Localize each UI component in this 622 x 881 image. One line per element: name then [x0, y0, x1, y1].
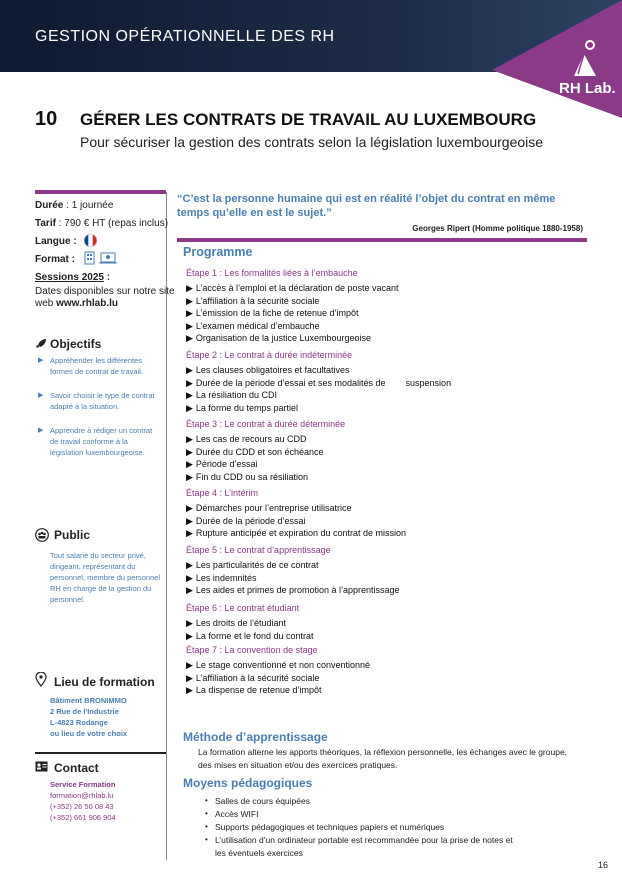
bullet-arrow-icon: ▶: [186, 618, 193, 628]
methode-text: La formation alterne les apports théoriques, la réflexion personnelle, les échanges avec le groupe, des mises en situation et/ou des exercices pratiques.: [198, 747, 568, 770]
bullet-arrow-icon: ▶: [186, 585, 193, 595]
programme-item-text: La forme et le fond du contrat: [195, 630, 314, 641]
bullet-arrow-icon: ▶: [186, 390, 193, 400]
bullet-dot-icon: •: [205, 822, 208, 831]
info-sessions-label: Sessions 2025 :: [35, 272, 111, 283]
programme-item-text: Durée de la période d’essai et ses modalités de suspension: [195, 377, 452, 388]
programme-item: [186, 283, 399, 294]
programme-item-text: Rupture anticipée et expiration du contrat de mission: [195, 528, 407, 538]
programme-item: [186, 333, 371, 344]
lieu-title: Lieu de formation: [54, 675, 155, 689]
bullet-arrow-icon: ▶: [186, 365, 193, 375]
bullet-arrow-icon: ▶: [186, 630, 193, 641]
programme-item: [186, 472, 308, 483]
programme-item-text: Durée de la période d’essai: [195, 515, 306, 526]
info-tarif: Tarif : 790 € HT (repas inclus): [35, 218, 169, 229]
rhlab-logo-text: RH Lab.: [559, 80, 616, 97]
programme-item-text: Les aides et primes de promotion à l’apprentissage: [195, 585, 400, 595]
programme-item: [186, 516, 306, 527]
moyens-title: Moyens pédagogiques: [183, 776, 313, 790]
programme-item-text: Période d’essai: [195, 459, 258, 469]
bullet-arrow-icon: ▶: [186, 528, 193, 538]
programme-item-text: L’affiliation à la sécurité sociale: [195, 295, 320, 306]
rocket-icon: [35, 338, 47, 350]
bullet-arrow-icon: ▶: [186, 572, 193, 583]
bullet-dot-icon: •: [205, 835, 208, 844]
people-group-icon: [35, 528, 49, 542]
objectif-item: Apprendre à rédiger un contrat de travail conforme à la législation luxembourgeoise.: [50, 426, 153, 457]
bullet-arrow-icon: ▶: [186, 308, 193, 318]
bullet-arrow-icon: ▶: [186, 446, 193, 457]
bullet-arrow-icon: ▶: [186, 515, 193, 526]
programme-item-text: La résiliation du CDI: [195, 390, 277, 400]
programme-item-text: Les cas de recours au CDD: [195, 434, 307, 444]
contact-phone[interactable]: (+352) 661 906 904: [50, 813, 116, 822]
bullet-triangle-icon: ▶: [38, 357, 44, 364]
programme-item: [186, 434, 306, 445]
objectif-item: Appréhender les différentes formes de contrat de travail.: [50, 356, 143, 376]
programme-item: [186, 585, 400, 596]
bullet-arrow-icon: ▶: [186, 295, 193, 306]
info-sessions-site: web www.rhlab.lu: [35, 298, 118, 309]
objectifs-title: Objectifs: [50, 337, 102, 351]
info-langue: Langue :: [35, 236, 77, 247]
bullet-arrow-icon: ▶: [186, 685, 193, 695]
programme-item-text: L’affiliation à la sécurité sociale: [195, 672, 320, 683]
bullet-arrow-icon: ▶: [186, 503, 193, 513]
address-line: Bâtiment BRONIMMO: [50, 696, 127, 705]
programme-item-text: L’émission de la fiche de retenue d’impôt: [195, 308, 359, 318]
programme-item-text: Les clauses obligatoires et facultatives: [195, 365, 350, 375]
bullet-arrow-icon: ▶: [186, 672, 193, 683]
bullet-arrow-icon: ▶: [186, 434, 193, 444]
bullet-arrow-icon: ▶: [186, 377, 193, 388]
public-text: Tout salarié du secteur privé, dirigeant, représentant du personnel, membre du personnel RH en charge de la gestion du personnel.: [50, 551, 161, 604]
contact-divider: [35, 752, 166, 754]
programme-item: [186, 321, 320, 332]
programme-item-text: La dispense de retenue d’impôt: [195, 685, 322, 695]
info-duree: Durée : 1 journée: [35, 200, 114, 211]
course-number: 10: [35, 108, 58, 130]
programme-item-text: Démarches pour l’entreprise utilisatrice: [195, 503, 352, 513]
programme-item: [186, 390, 277, 401]
course-title: GÉRER LES CONTRATS DE TRAVAIL AU LUXEMBOURG: [80, 110, 537, 129]
programme-item-text: Les indemnités: [195, 572, 257, 583]
location-pin-icon: [35, 672, 47, 687]
format-icons: [84, 250, 118, 265]
bullet-arrow-icon: ▶: [186, 320, 193, 331]
rhlab-logo-icon: [568, 40, 602, 78]
programme-item-text: L’examen médical d’embauche: [195, 320, 320, 331]
bullet-arrow-icon: ▶: [186, 560, 193, 570]
programme-step-7: Étape 7 : La convention de stage: [186, 645, 318, 655]
programme-item: [186, 365, 350, 376]
programme-item: [186, 618, 286, 629]
bullet-triangle-icon: ▶: [38, 427, 44, 434]
bullet-triangle-icon: ▶: [38, 392, 44, 399]
right-divider: [177, 238, 587, 242]
programme-item: [186, 631, 314, 642]
programme-item: [186, 459, 257, 470]
logo-triangle: [492, 0, 622, 118]
french-flag-icon: [84, 234, 97, 247]
programme-item-text: L’accès à l’emploi et la déclaration de poste vacant: [195, 283, 399, 293]
programme-item-text: Organisation de la justice Luxembourgeoise: [195, 333, 372, 343]
programme-step-4: Étape 4 : L’intérim: [186, 488, 259, 498]
programme-item: [186, 685, 322, 696]
programme-title: Programme: [183, 245, 253, 259]
programme-item: [186, 673, 319, 684]
quote-text: “C’est la personne humaine qui est en réalité l’objet du contrat en même temps qu’elle en est le sujet.”: [177, 193, 556, 219]
programme-item-text: La forme du temps partiel: [195, 402, 298, 413]
quote-author: Georges Ripert (Homme politique 1880-1958): [412, 224, 583, 233]
bullet-dot-icon: •: [205, 809, 208, 818]
programme-item: [186, 573, 256, 584]
info-sessions-text: Dates disponibles sur notre site: [35, 286, 175, 297]
bullet-arrow-icon: ▶: [186, 459, 193, 469]
programme-item-text: Fin du CDD ou sa résiliation: [195, 471, 308, 482]
header-title: GESTION OPÉRATIONNELLE DES RH: [35, 28, 335, 45]
address-line: 2 Rue de l'Industrie: [50, 707, 119, 716]
bullet-arrow-icon: ▶: [186, 333, 193, 343]
public-title: Public: [54, 528, 91, 542]
methode-title: Méthode d’apprentissage: [183, 730, 328, 744]
programme-step-2: Étape 2 : Le contrat à durée indéterminée: [186, 350, 353, 360]
moyens-item: Accès WIFI: [215, 809, 259, 819]
programme-item: [186, 560, 319, 571]
programme-item: [186, 503, 351, 514]
programme-step-5: Étape 5 : Le contrat d’apprentissage: [186, 545, 331, 555]
contact-service: Service Formation: [50, 780, 116, 789]
page-number: 16: [598, 860, 609, 870]
moyens-item: Supports pédagogiques et techniques papiers et numériques: [215, 822, 445, 832]
bullet-arrow-icon: ▶: [186, 660, 193, 670]
programme-item: [186, 528, 406, 539]
moyens-item: L’utilisation d’un ordinateur portable est recommandée pour la prise de notes et: [215, 835, 513, 845]
programme-step-3: Étape 3 : Le contrat à durée déterminée: [186, 419, 346, 429]
info-format: Format :: [35, 254, 75, 265]
moyens-item: Salles de cours équipées: [215, 796, 310, 806]
programme-item: [186, 660, 370, 671]
contact-title: Contact: [54, 761, 99, 775]
site-link[interactable]: www.rhlab.lu: [56, 298, 118, 309]
programme-item-text: Les particularités de ce contrat: [195, 560, 319, 570]
bullet-arrow-icon: ▶: [186, 283, 193, 293]
objectif-item: Savoir choisir le type de contrat adapté à la situation.: [50, 391, 155, 411]
bullet-dot-icon: •: [205, 796, 208, 805]
programme-item: [186, 308, 359, 319]
programme-step-1: Étape 1 : Les formalités liées à l’embauche: [186, 268, 358, 278]
programme-step-6: Étape 6 : Le contrat étudiant: [186, 603, 300, 613]
programme-item: [186, 378, 451, 389]
course-subtitle: Pour sécuriser la gestion des contrats selon la législation luxembourgeoise: [80, 134, 544, 150]
bullet-arrow-icon: ▶: [186, 402, 193, 413]
programme-item: [186, 296, 319, 307]
contact-email[interactable]: formation@rhlab.lu: [50, 791, 114, 800]
contact-card-icon: [35, 761, 48, 772]
programme-item: [186, 403, 298, 414]
address-line: L-4823 Rodange: [50, 718, 108, 727]
programme-item-text: Le stage conventionné et non conventionné: [195, 660, 371, 670]
programme-item: [186, 447, 324, 458]
address-line: ou lieu de votre choix: [50, 729, 128, 738]
bullet-arrow-icon: ▶: [186, 471, 193, 482]
programme-item-text: Les droits de l’étudiant: [195, 618, 286, 628]
left-divider: [35, 190, 166, 194]
moyens-item: les éventuels exercices: [215, 848, 303, 858]
programme-item-text: Durée du CDD et son échéance: [195, 446, 324, 457]
contact-phone[interactable]: (+352) 26 50 08 43: [50, 802, 114, 811]
